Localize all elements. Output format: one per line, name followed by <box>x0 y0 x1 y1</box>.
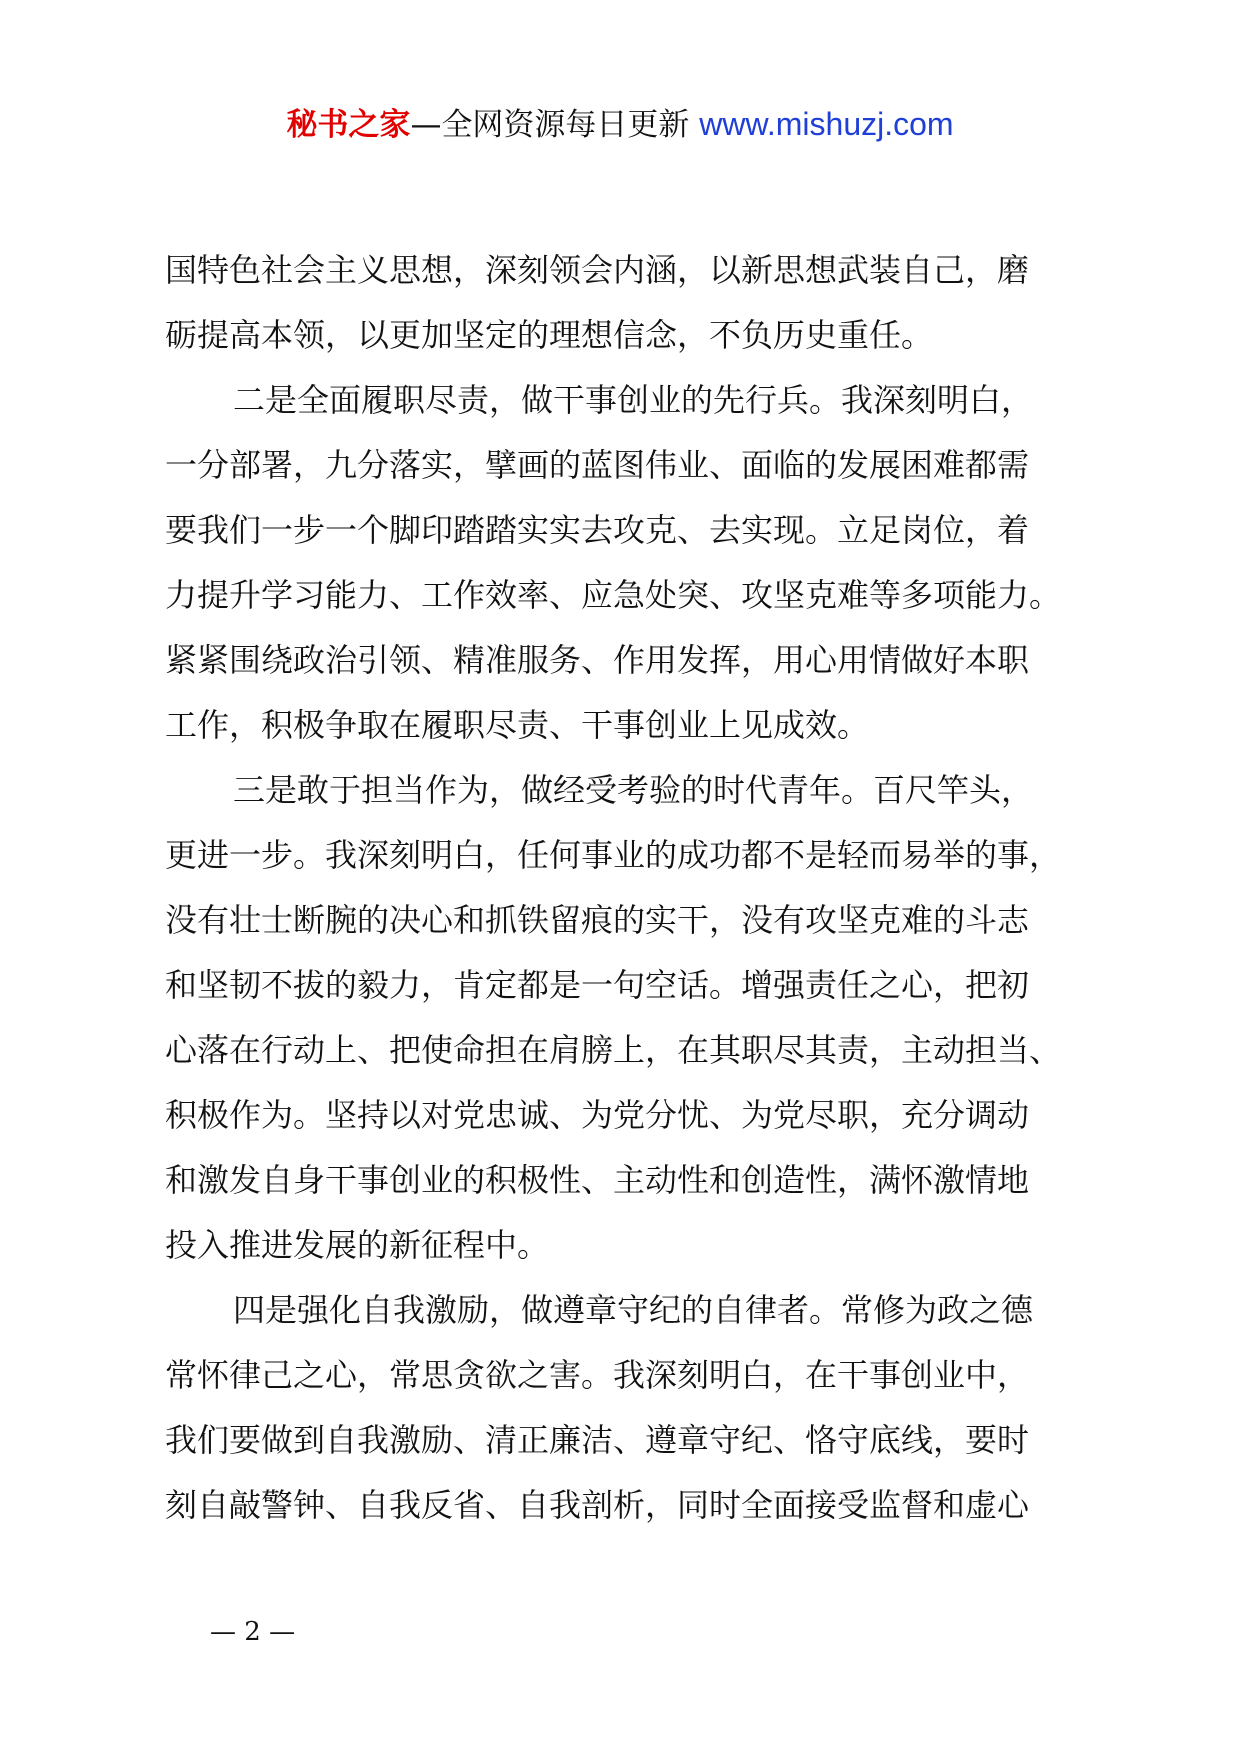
paragraph-start-line: 二是全面履职尽责，做干事创业的先行兵。我深刻明白， <box>233 381 1034 419</box>
body-line: 心落在行动上、把使命担在肩膀上，在其职尽其责，主动担当、 <box>165 1031 1062 1069</box>
body-line: 积极作为。坚持以对党忠诚、为党分忧、为党尽职，充分调动 <box>165 1096 1030 1134</box>
body-line: 没有壮士断腕的决心和抓铁留痕的实干，没有攻坚克难的斗志 <box>165 901 1030 939</box>
page-number: — 2 — <box>210 1617 296 1647</box>
watermark-header <box>0 100 1240 149</box>
body-line: 砺提高本领，以更加坚定的理想信念，不负历史重任。 <box>165 316 934 354</box>
body-line: 投入推进发展的新征程中。 <box>165 1226 550 1264</box>
body-line: 和坚韧不拔的毅力，肯定都是一句空话。增强责任之心，把初 <box>165 966 1030 1004</box>
body-line: 工作，积极争取在履职尽责、干事创业上见成效。 <box>165 706 870 744</box>
brand-slogan: —全网资源每日更新 <box>410 107 700 143</box>
paragraph-start-line: 四是强化自我激励，做遵章守纪的自律者。常修为政之德 <box>233 1291 1034 1329</box>
body-line: 更进一步。我深刻明白，任何事业的成功都不是轻而易举的事， <box>165 836 1062 874</box>
body-line: 一分部署，九分落实，擘画的蓝图伟业、面临的发展困难都需 <box>165 446 1030 484</box>
body-line: 紧紧围绕政治引领、精准服务、作用发挥，用心用情做好本职 <box>165 641 1030 679</box>
body-line: 和激发自身干事创业的积极性、主动性和创造性，满怀激情地 <box>165 1161 1030 1199</box>
brand-name: 秘书之家 <box>286 107 411 143</box>
body-line: 我们要做到自我激励、清正廉洁、遵章守纪、恪守底线，要时 <box>165 1421 1030 1459</box>
body-line: 国特色社会主义思想，深刻领会内涵，以新思想武装自己，磨 <box>165 251 1030 289</box>
body-line: 力提升学习能力、工作效率、应急处突、攻坚克难等多项能力。 <box>165 576 1062 614</box>
paragraph-start-line: 三是敢于担当作为，做经受考验的时代青年。百尺竿头， <box>233 771 1034 809</box>
document-body <box>165 238 1105 1538</box>
body-line: 要我们一步一个脚印踏踏实实去攻克、去实现。立足岗位，着 <box>165 511 1030 549</box>
body-line: 刻自敲警钟、自我反省、自我剖析，同时全面接受监督和虚心 <box>165 1486 1030 1524</box>
body-line: 常怀律己之心，常思贪欲之害。我深刻明白，在干事创业中， <box>165 1356 1030 1394</box>
brand-url[interactable]: www.mishuzj.com <box>699 106 954 142</box>
